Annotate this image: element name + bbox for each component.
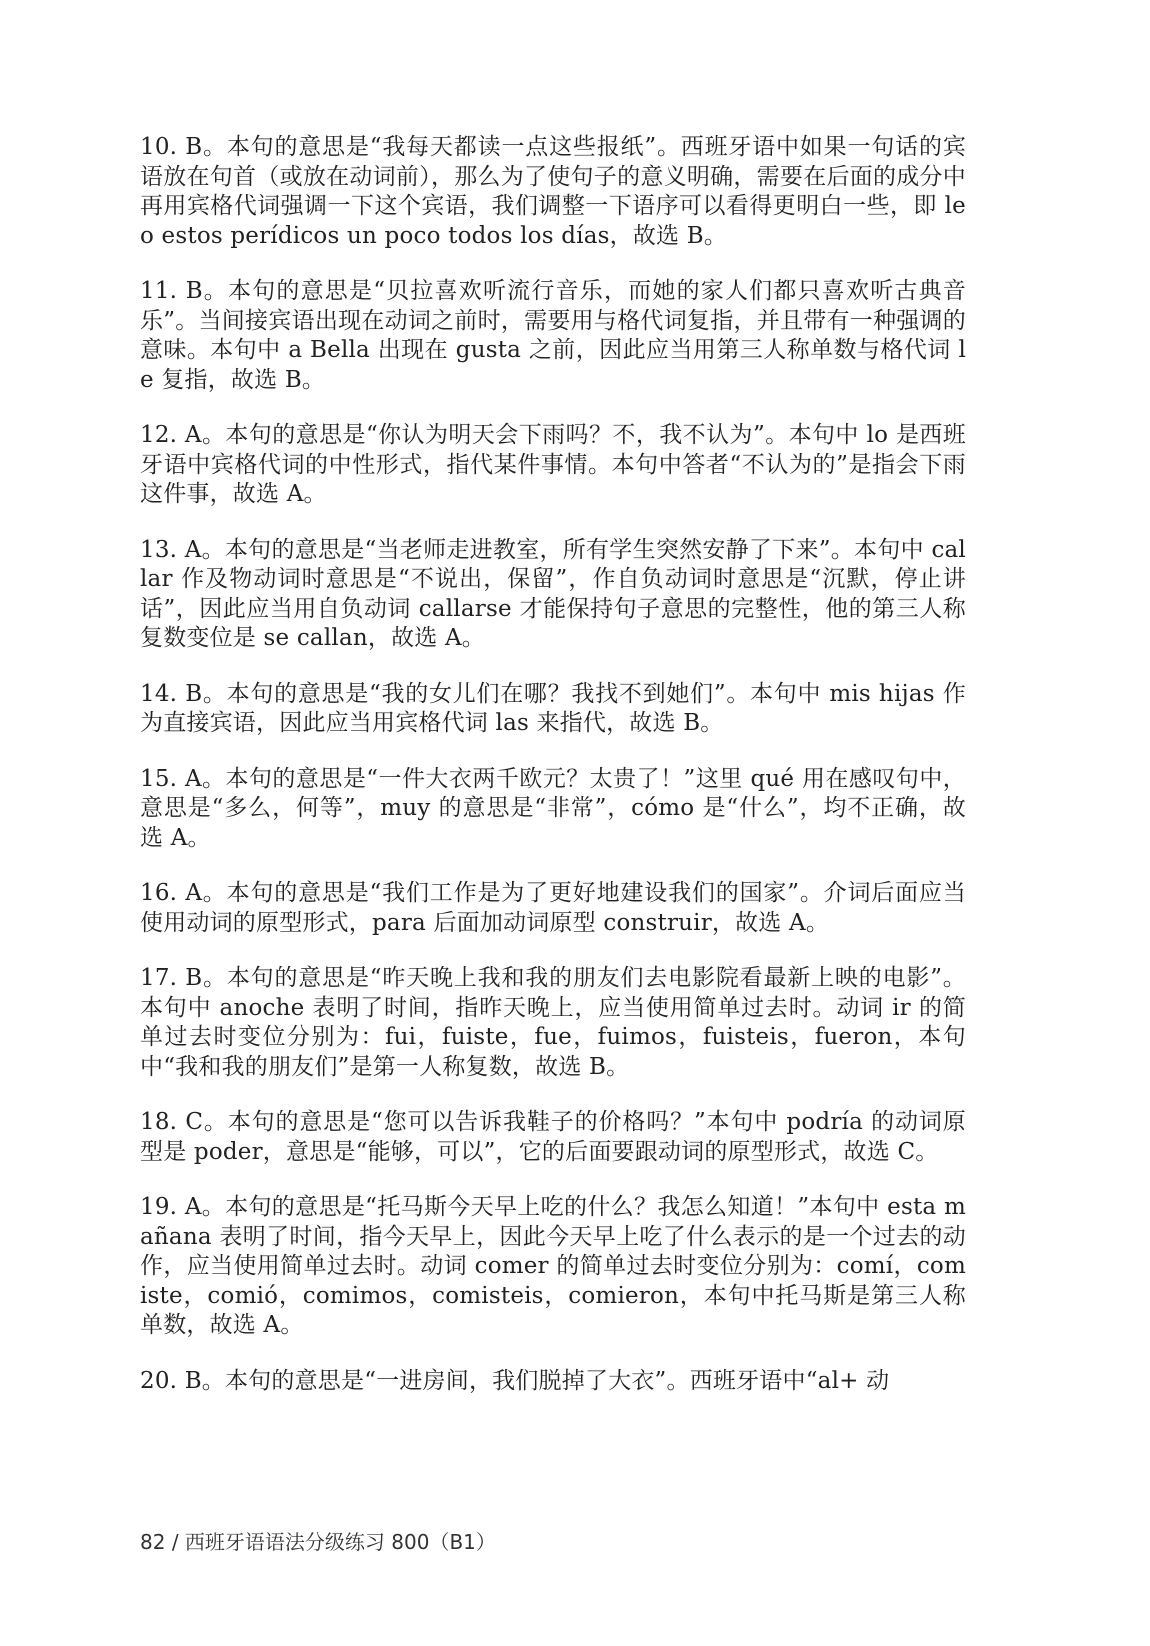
answer-paragraph-20: 20. B。本句的意思是“一进房间，我们脱掉了大衣”。西班牙语中“al+ 动: [140, 1367, 890, 1394]
book-title: 西班牙语语法分级练习 800（B1）: [184, 1530, 496, 1554]
answer-paragraph-12: 12. A。本句的意思是“你认为明天会下雨吗？不，我不认为”。本句中 lo 是西班牙语中宾格代词的中性形式，指代某件事情。本句中答者“不认为的”是指会下雨这件事，故选 A。: [140, 422, 966, 507]
page-number: 82: [140, 1530, 166, 1554]
answer-paragraph-18: 18. C。本句的意思是“您可以告诉我鞋子的价格吗？”本句中 podría 的动词原型是 poder，意思是“能够，可以”，它的后面要跟动词的原型形式，故选 C。: [140, 1109, 966, 1165]
answer-paragraph-16: 16. A。本句的意思是“我们工作是为了更好地建设我们的国家”。介词后面应当使用动词的原型形式，para 后面加动词原型 construir，故选 A。: [140, 880, 966, 936]
answer-paragraph-19: 19. A。本句的意思是“托马斯今天早上吃的什么？我怎么知道！”本句中 esta mañana 表明了时间，指今天早上，因此今天早上吃了什么表示的是一个过去的动作，应当使用简单过去时。动词 comer 的简单过去时变位分别为：comí，comiste，comió，comimos，comisteis，comieron，本句中托马斯是第三人称单数，故选 A。: [140, 1194, 966, 1338]
answer-paragraph-11: 11. B。本句的意思是“贝拉喜欢听流行音乐，而她的家人们都只喜欢听古典音乐”。当间接宾语出现在动词之前时，需要用与格代词复指，并且带有一种强调的意味。本句中 a Bella 出现在 gusta 之前，因此应当用第三人称单数与格代词 le 复指，故选 B。: [140, 278, 966, 393]
answer-explanations: [140, 133, 966, 1422]
answer-paragraph-13: 13. A。本句的意思是“当老师走进教室，所有学生突然安静了下来”。本句中 callar 作及物动词时意思是“不说出，保留”，作自负动词时意思是“沉默，停止讲话”，因此应当用自负动词 callarse 才能保持句子意思的完整性，他的第三人称复数变位是 se callan，故选 A。: [140, 536, 966, 651]
answer-paragraph-14: 14. B。本句的意思是“我的女儿们在哪？我找不到她们”。本句中 mis hijas 作为直接宾语，因此应当用宾格代词 las 来指代，故选 B。: [140, 680, 966, 736]
answer-paragraph-17: 17. B。本句的意思是“昨天晚上我和我的朋友们去电影院看最新上映的电影”。本句中 anoche 表明了时间，指昨天晚上，应当使用简单过去时。动词 ir 的简单过去时变位分别为：fui，fuiste，fue，fuimos，fuisteis，fueron，本句中“我和我的朋友们”是第一人称复数，故选 B。: [140, 965, 966, 1080]
answer-paragraph-15: 15. A。本句的意思是“一件大衣两千欧元？太贵了！”这里 qué 用在感叹句中，意思是“多么，何等”，muy 的意思是“非常”，cómo 是“什么”，均不正确，故选 A。: [140, 765, 966, 851]
answer-paragraph-10: 10. B。本句的意思是“我每天都读一点这些报纸”。西班牙语中如果一句话的宾语放在句首（或放在动词前），那么为了使句子的意义明确，需要在后面的成分中再用宾格代词强调一下这个宾语，我们调整一下语序可以看得更明白一些，即 leo estos perídicos un poco todos los días，故选 B。: [140, 134, 966, 249]
footer-separator: /: [171, 1530, 179, 1554]
page-footer: [140, 1526, 496, 1555]
